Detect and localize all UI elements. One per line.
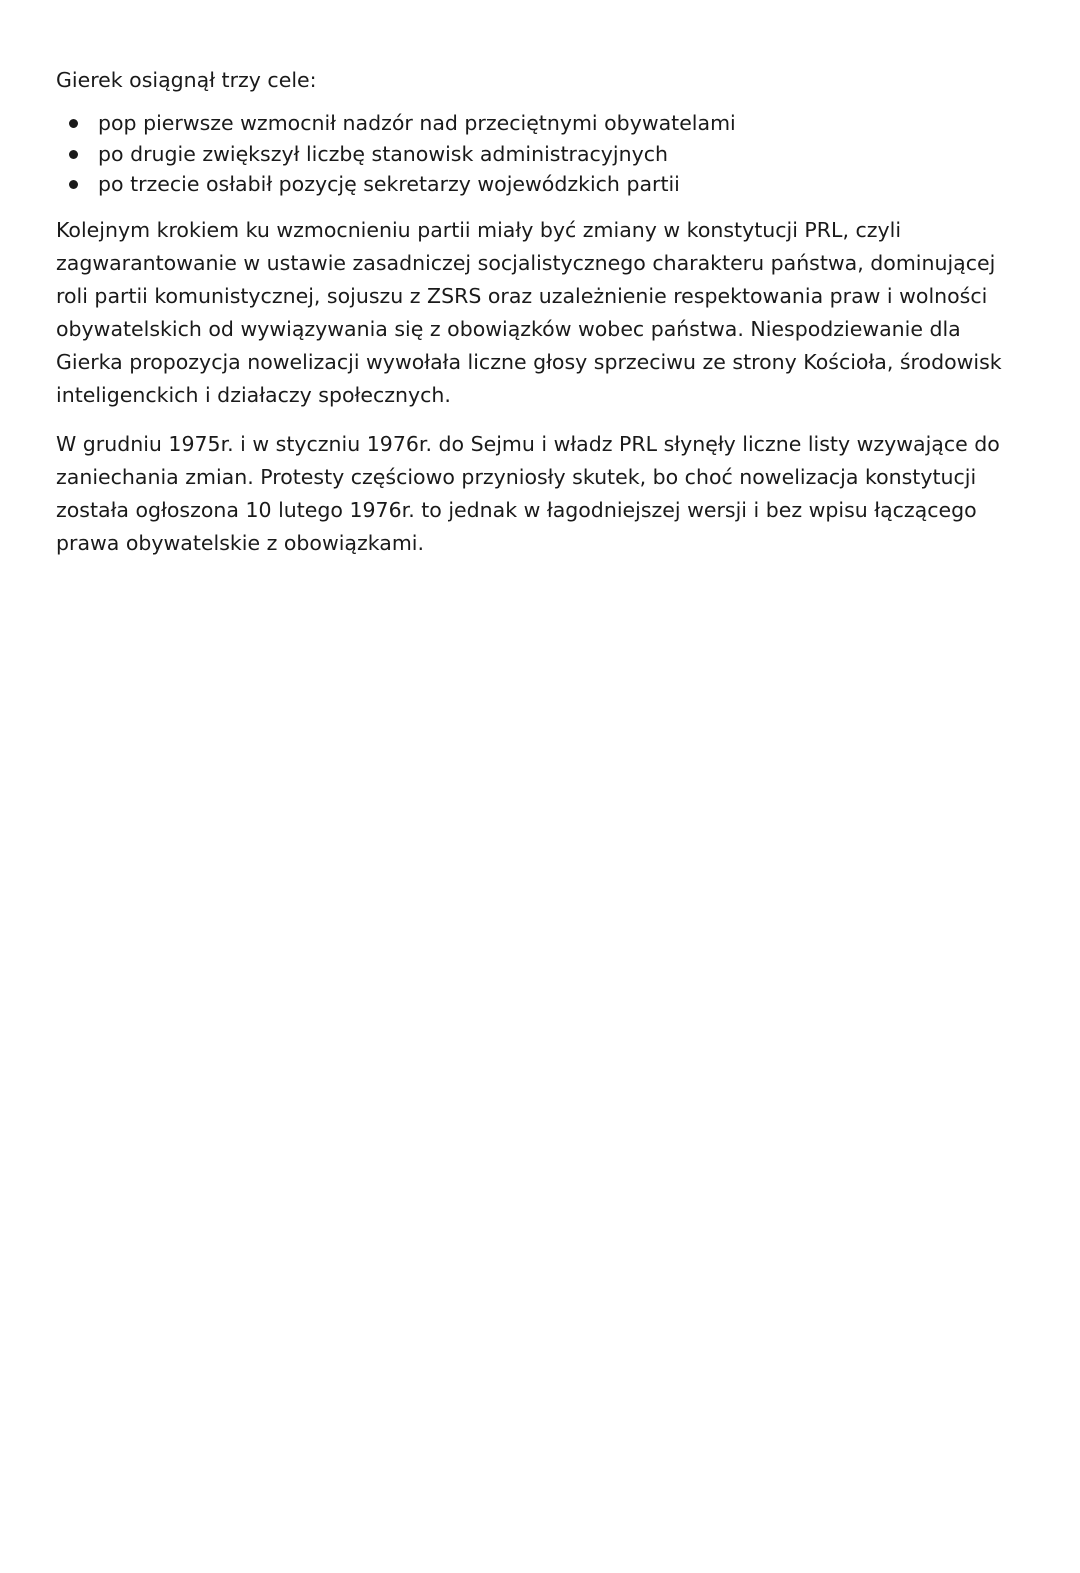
intro-text: Gierek osiągnął trzy cele: xyxy=(56,68,317,92)
paragraph-protests: W grudniu 1975r. i w styczniu 1976r. do Sejmu i władz PRL słynęły liczne listy wzywające do zaniechania zmian. Protesty częściowo przyniosły skutek, bo choć nowelizacja konstytucji została ogłoszona 10 lutego 1976r. to jednak w łagodniejszej wersji i bez wpisu łączącego prawa obywatelskie z obowiązkami. xyxy=(56,431,1000,555)
list-item xyxy=(56,108,1031,139)
bullet-icon xyxy=(69,119,78,128)
goal-text: pop pierwsze wzmocnił nadzór nad przeciętnymi obywatelami xyxy=(98,111,736,135)
document-page xyxy=(56,64,1031,576)
list-item xyxy=(56,169,1031,200)
paragraph-constitution: Kolejnym krokiem ku wzmocnieniu partii miały być zmiany w konstytucji PRL, czyli zagwarantowanie w ustawie zasadniczej socjalistycznego charakteru państwa, dominującej roli partii komunistycznej, sojuszu z ZSRS oraz uzależnienie respektowania praw i wolności obywatelskich od wywiązywania się z obowiązków wobec państwa. Niespodziewanie dla Gierka propozycja nowelizacji wywołała liczne głosy sprzeciwu ze strony Kościoła, środowisk inteligenckich i działaczy społecznych. xyxy=(56,217,1002,407)
goal-text: po trzecie osłabił pozycję sekretarzy wojewódzkich partii xyxy=(98,172,680,196)
bullet-icon xyxy=(69,150,78,159)
bullet-icon xyxy=(69,180,78,189)
list-item xyxy=(56,139,1031,170)
goals-list xyxy=(56,108,1031,200)
goal-text: po drugie zwiększył liczbę stanowisk administracyjnych xyxy=(98,141,668,166)
